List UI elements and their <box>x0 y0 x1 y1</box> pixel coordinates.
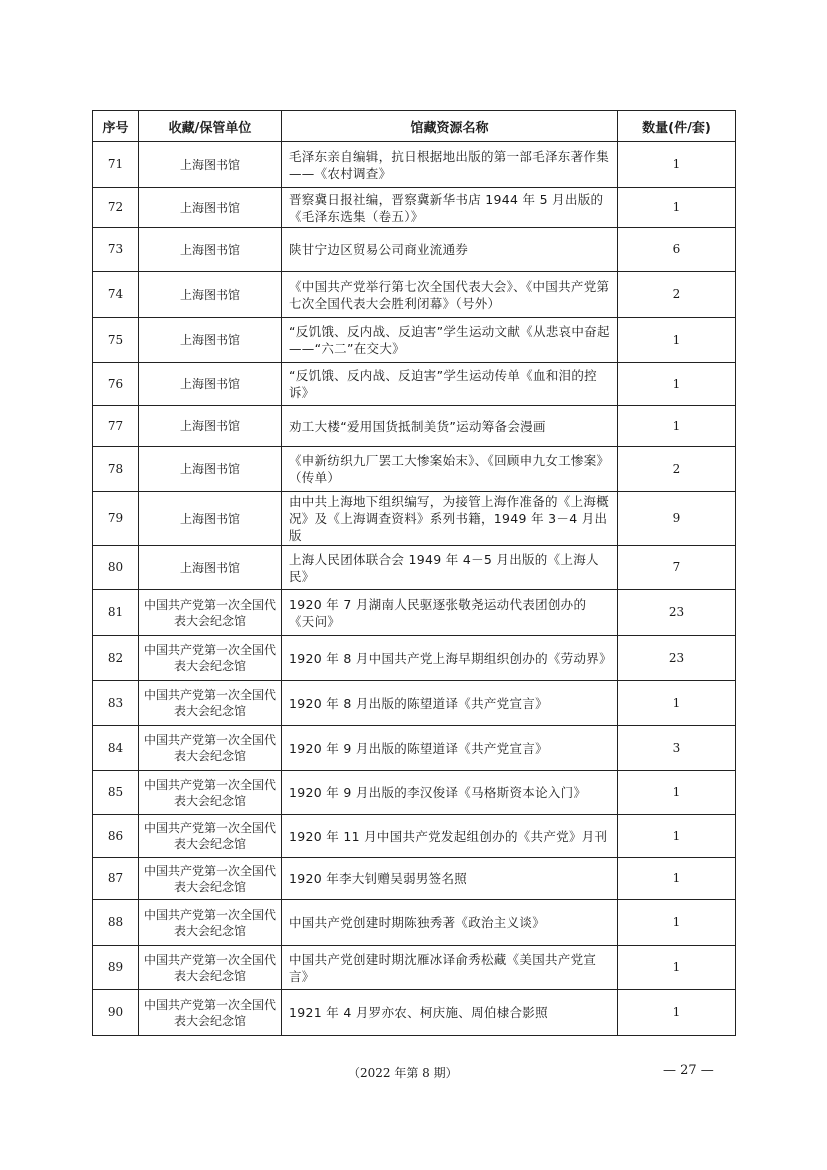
cell-no: 82 <box>93 636 139 681</box>
table-row <box>93 990 736 1036</box>
table-row <box>93 492 736 546</box>
table-row <box>93 900 736 946</box>
cell-no: 72 <box>93 188 139 228</box>
cell-name: 《申新纺织九厂罢工大惨案始末》、《回顾申九女工惨案》（传单） <box>282 447 618 492</box>
cell-qty: 1 <box>618 858 736 900</box>
cell-name: 中国共产党创建时期陈独秀著《政治主义谈》 <box>282 900 618 946</box>
table-row <box>93 946 736 990</box>
cell-qty: 1 <box>618 815 736 858</box>
table-row <box>93 590 736 636</box>
cell-no: 87 <box>93 858 139 900</box>
cell-name: 《中国共产党举行第七次全国代表大会》、《中国共产党第七次全国代表大会胜利闭幕》（号外） <box>282 272 618 318</box>
cell-name: 1920 年 8 月中国共产党上海早期组织创办的《劳动界》 <box>282 636 618 681</box>
cell-qty: 1 <box>618 681 736 726</box>
cell-qty: 23 <box>618 636 736 681</box>
cell-no: 83 <box>93 681 139 726</box>
cell-unit: 上海图书馆 <box>139 142 282 188</box>
cell-name: “反饥饿、反内战、反迫害”学生运动传单《血和泪的控诉》 <box>282 363 618 406</box>
cell-name: 1920 年 8 月出版的陈望道译《共产党宣言》 <box>282 681 618 726</box>
cell-qty: 1 <box>618 406 736 447</box>
cell-unit: 上海图书馆 <box>139 228 282 272</box>
cell-qty: 2 <box>618 272 736 318</box>
table-header-row <box>93 111 736 142</box>
cell-unit: 中国共产党第一次全国代表大会纪念馆 <box>139 636 282 681</box>
cell-name: “反饥饿、反内战、反迫害”学生运动文献《从悲哀中奋起——“六二”在交大》 <box>282 318 618 363</box>
cell-no: 73 <box>93 228 139 272</box>
table-row <box>93 228 736 272</box>
cell-qty: 1 <box>618 142 736 188</box>
cell-qty: 1 <box>618 318 736 363</box>
table-body <box>93 142 736 1036</box>
cell-unit: 上海图书馆 <box>139 447 282 492</box>
cell-no: 84 <box>93 726 139 771</box>
cell-unit: 中国共产党第一次全国代表大会纪念馆 <box>139 900 282 946</box>
issue-label: （2022 年第 8 期） <box>348 1066 458 1080</box>
collection-table <box>92 110 736 1036</box>
header-qty: 数量(件/套) <box>618 111 736 142</box>
header-no: 序号 <box>93 111 139 142</box>
cell-qty: 1 <box>618 990 736 1036</box>
cell-no: 89 <box>93 946 139 990</box>
cell-no: 81 <box>93 590 139 636</box>
table-row <box>93 188 736 228</box>
cell-name: 1920 年 9 月出版的李汉俊译《马格斯资本论入门》 <box>282 771 618 815</box>
cell-name: 陕甘宁边区贸易公司商业流通券 <box>282 228 618 272</box>
header-unit: 收藏/保管单位 <box>139 111 282 142</box>
cell-unit: 上海图书馆 <box>139 546 282 590</box>
cell-qty: 1 <box>618 900 736 946</box>
cell-qty: 6 <box>618 228 736 272</box>
cell-unit: 上海图书馆 <box>139 363 282 406</box>
cell-qty: 1 <box>618 188 736 228</box>
table-row <box>93 363 736 406</box>
cell-name: 由中共上海地下组织编写，为接管上海作准备的《上海概况》及《上海调查资料》系列书籍，1949 年 3－4 月出版 <box>282 492 618 546</box>
cell-unit: 上海图书馆 <box>139 272 282 318</box>
cell-name: 1920 年 9 月出版的陈望道译《共产党宣言》 <box>282 726 618 771</box>
table-row <box>93 546 736 590</box>
table-row <box>93 858 736 900</box>
table-row <box>93 681 736 726</box>
cell-no: 88 <box>93 900 139 946</box>
cell-no: 85 <box>93 771 139 815</box>
cell-no: 90 <box>93 990 139 1036</box>
table-row <box>93 447 736 492</box>
cell-name: 毛泽东亲自编辑，抗日根据地出版的第一部毛泽东著作集——《农村调查》 <box>282 142 618 188</box>
cell-name: 1921 年 4 月罗亦农、柯庆施、周伯棣合影照 <box>282 990 618 1036</box>
cell-no: 78 <box>93 447 139 492</box>
cell-no: 86 <box>93 815 139 858</box>
cell-no: 71 <box>93 142 139 188</box>
cell-unit: 上海图书馆 <box>139 492 282 546</box>
cell-qty: 23 <box>618 590 736 636</box>
cell-no: 76 <box>93 363 139 406</box>
collection-table-container <box>92 110 735 1036</box>
cell-name: 1920 年 7 月湖南人民驱逐张敬尧运动代表团创办的《天问》 <box>282 590 618 636</box>
table-row <box>93 726 736 771</box>
cell-no: 79 <box>93 492 139 546</box>
table-row <box>93 406 736 447</box>
cell-unit: 中国共产党第一次全国代表大会纪念馆 <box>139 858 282 900</box>
cell-unit: 上海图书馆 <box>139 406 282 447</box>
cell-name: 中国共产党创建时期沈雁冰译俞秀松藏《美国共产党宣言》 <box>282 946 618 990</box>
table-row <box>93 272 736 318</box>
table-row <box>93 636 736 681</box>
cell-unit: 中国共产党第一次全国代表大会纪念馆 <box>139 815 282 858</box>
cell-unit: 中国共产党第一次全国代表大会纪念馆 <box>139 681 282 726</box>
cell-no: 80 <box>93 546 139 590</box>
cell-no: 74 <box>93 272 139 318</box>
header-name: 馆藏资源名称 <box>282 111 618 142</box>
cell-unit: 上海图书馆 <box>139 188 282 228</box>
cell-qty: 1 <box>618 363 736 406</box>
cell-qty: 1 <box>618 771 736 815</box>
cell-unit: 中国共产党第一次全国代表大会纪念馆 <box>139 990 282 1036</box>
cell-qty: 7 <box>618 546 736 590</box>
cell-qty: 3 <box>618 726 736 771</box>
cell-unit: 中国共产党第一次全国代表大会纪念馆 <box>139 590 282 636</box>
table-row <box>93 142 736 188</box>
cell-qty: 2 <box>618 447 736 492</box>
cell-name: 1920 年李大钊赠吴弱男签名照 <box>282 858 618 900</box>
table-row <box>93 815 736 858</box>
cell-name: 劝工大楼“爱用国货抵制美货”运动筹备会漫画 <box>282 406 618 447</box>
cell-qty: 1 <box>618 946 736 990</box>
cell-unit: 中国共产党第一次全国代表大会纪念馆 <box>139 946 282 990</box>
table-row <box>93 318 736 363</box>
cell-qty: 9 <box>618 492 736 546</box>
cell-name: 1920 年 11 月中国共产党发起组创办的《共产党》月刊 <box>282 815 618 858</box>
cell-unit: 中国共产党第一次全国代表大会纪念馆 <box>139 771 282 815</box>
cell-no: 75 <box>93 318 139 363</box>
cell-name: 晋察冀日报社编，晋察冀新华书店 1944 年 5 月出版的《毛泽东选集（卷五）》 <box>282 188 618 228</box>
cell-unit: 中国共产党第一次全国代表大会纪念馆 <box>139 726 282 771</box>
cell-no: 77 <box>93 406 139 447</box>
cell-name: 上海人民团体联合会 1949 年 4－5 月出版的《上海人民》 <box>282 546 618 590</box>
table-row <box>93 771 736 815</box>
cell-unit: 上海图书馆 <box>139 318 282 363</box>
page-number: — 27 — <box>663 1063 714 1078</box>
